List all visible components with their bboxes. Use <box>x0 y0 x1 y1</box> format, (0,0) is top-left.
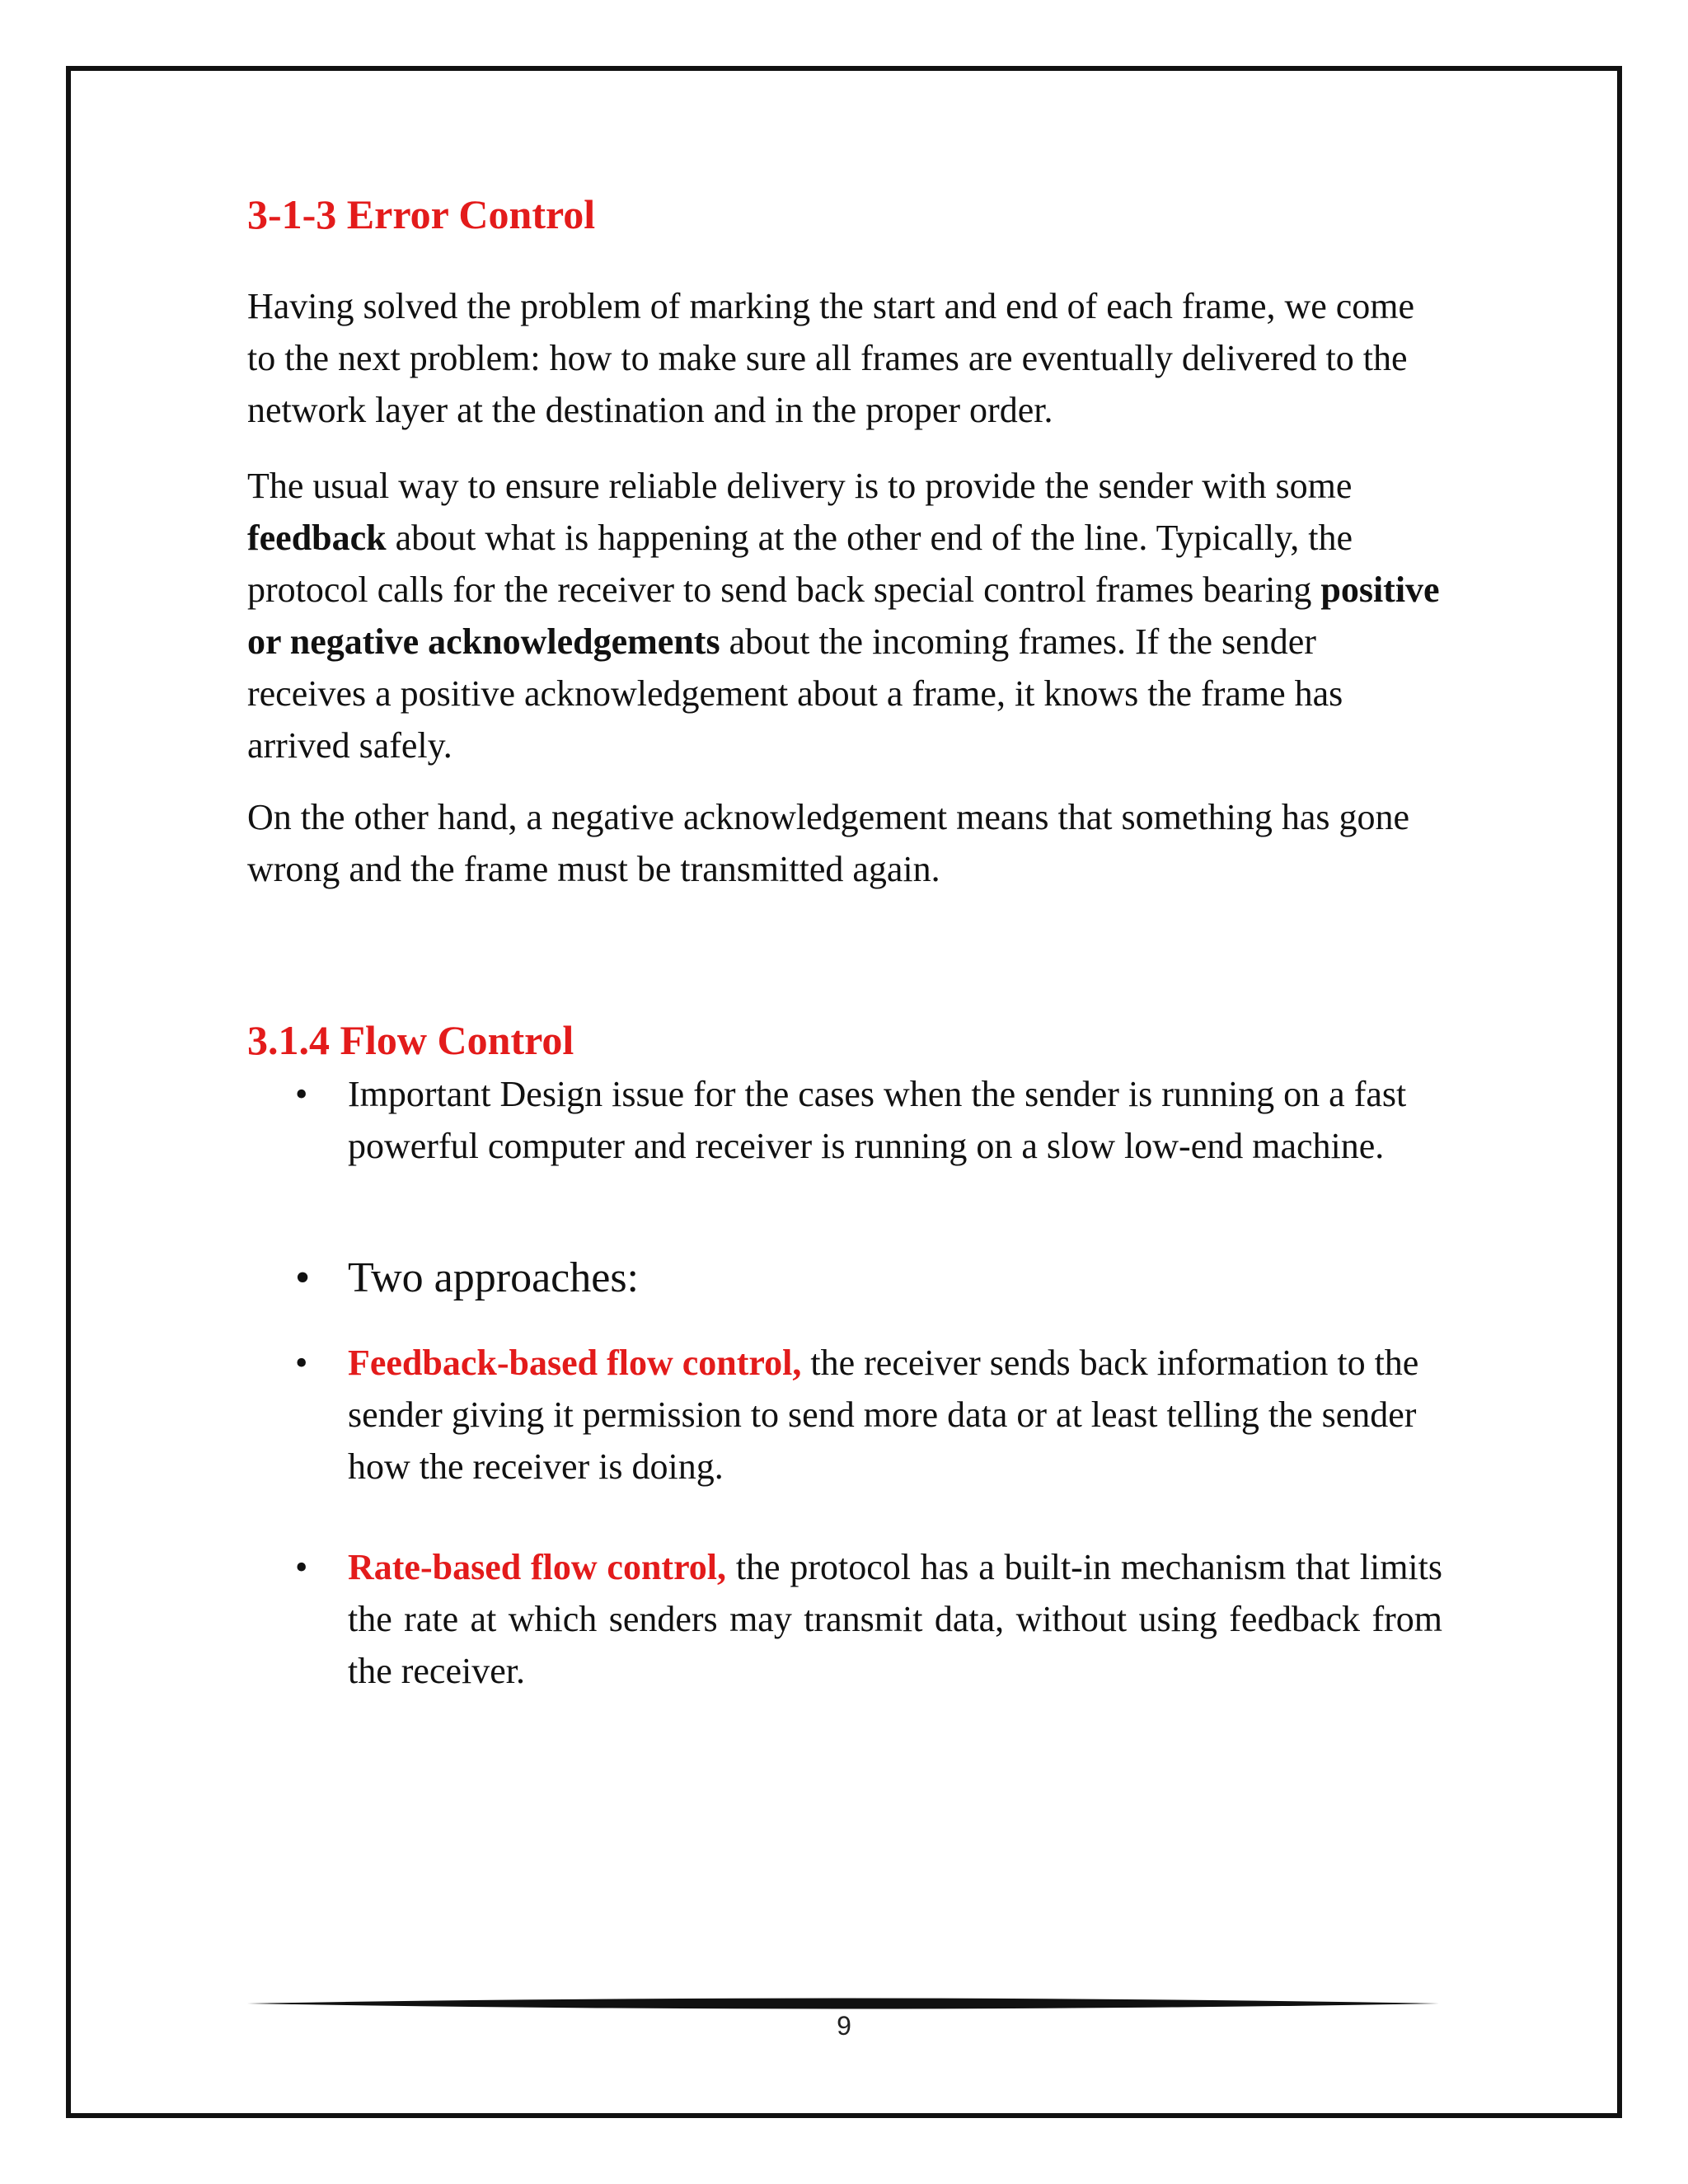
list-item-lead: Feedback-based flow control, <box>348 1343 802 1383</box>
bullet-icon: • <box>295 1254 311 1301</box>
bullet-icon: • <box>295 1547 308 1587</box>
flow-control-list <box>247 1541 1442 1697</box>
section-heading-error-control: 3-1-3 Error Control <box>247 191 596 237</box>
paragraph-text: about what is happening at the other end of the line. Typically, the protocol calls for the receiver to send back special control frames bearing <box>247 518 1353 610</box>
flow-control-list <box>247 1068 1442 1172</box>
list-item <box>247 1541 1442 1697</box>
paragraph-feedback <box>247 460 1442 771</box>
list-item <box>247 1251 1442 1305</box>
list-item-text: the receiver sends back information to the sender giving it permission to send more data or at least telling the sender how the receiver is doing. <box>348 1343 1419 1487</box>
paragraph-text: The usual way to ensure reliable delivery is to provide the sender with some <box>247 466 1353 506</box>
paragraph-error-intro: Having solved the problem of marking the start and end of each frame, we come to the next problem: how to make sure all frames are eventually delivered to the network layer at the destination and in the proper order. <box>247 286 1415 430</box>
flow-control-list <box>247 1337 1442 1493</box>
list-item <box>247 1337 1442 1493</box>
bullet-icon: • <box>295 1074 308 1114</box>
document-body <box>247 190 1442 1691</box>
list-item-lead: Rate-based flow control, <box>348 1547 727 1587</box>
flow-control-list <box>247 1251 1442 1305</box>
list-item-text: the protocol has a built-in mechanism that limits the rate at which senders may transmit data, without using feedback from the receiver. <box>348 1547 1442 1691</box>
page-number: 9 <box>837 2011 851 2041</box>
list-item <box>247 1068 1442 1172</box>
section-heading-flow-control: 3.1.4 Flow Control <box>247 1017 574 1063</box>
paragraph-negative-ack: On the other hand, a negative acknowledgement means that something has gone wrong and the frame must be transmitted again. <box>247 797 1410 889</box>
list-item-text: Important Design issue for the cases when the sender is running on a fast powerful computer and receiver is running on a slow low-end machine. <box>348 1074 1407 1166</box>
paragraph-text: about the incoming frames. If the sender receives a positive acknowledgement about a frame, it knows the frame has arrived safely. <box>247 621 1343 766</box>
list-item-text: Two approaches: <box>348 1254 640 1301</box>
keyword-acknowledgements: positive or negative acknowledgements <box>247 569 1440 662</box>
keyword-feedback: feedback <box>247 518 387 558</box>
footer-divider <box>247 1996 1439 2011</box>
bullet-icon: • <box>295 1343 308 1383</box>
